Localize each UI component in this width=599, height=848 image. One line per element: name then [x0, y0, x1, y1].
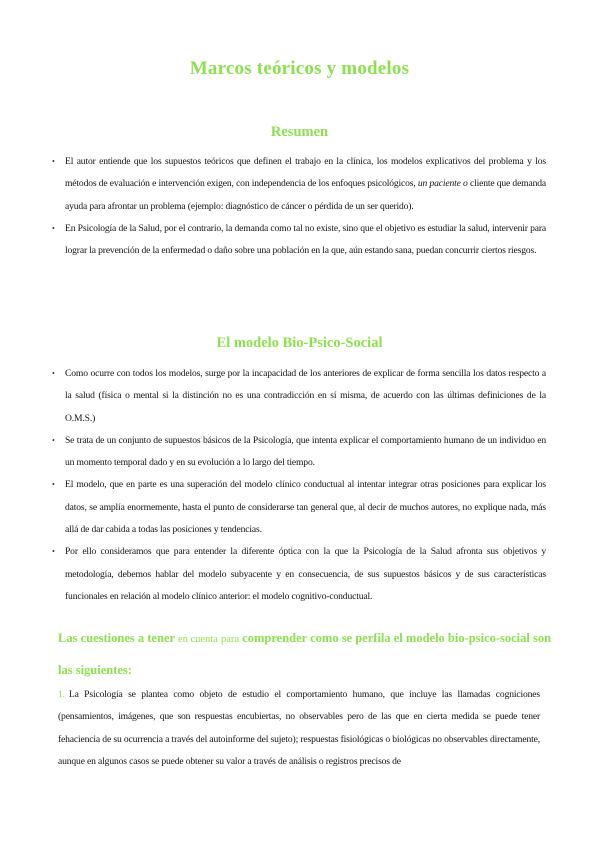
resumen-list: [46, 151, 546, 262]
list-item: [46, 474, 546, 541]
numbered-paragraph: [58, 684, 540, 773]
list-item: [46, 430, 546, 475]
bullet-icon: •: [52, 547, 55, 557]
list-item-text: En Psicología de la Salud, por el contrario, la demanda como tal no existe, sino que el objetivo es estudiar la salud, intervenir para lograr la prevención de la enfermedad o daño sobre una población en la que, aún estando sana, puedan concurrir ciertos riesgos.: [65, 222, 546, 257]
list-item-text: Por ello consideramos que para entender la diferente óptica con la que la Psicología de la Salud afronta sus objetivos y metodología, debemos hablar del modelo subyacente y en consecuencia, de sus supuestos básicos y de sus características funcionales en relación al modelo clínico anterior: el modelo cognitivo-conductual.: [65, 546, 546, 602]
list-item-text: Como ocurre con todos los modelos, surge por la incapacidad de los anteriores de explicar de forma sencilla los datos respecto a la salud (física o mental si la distinción no es una contradicción en sí misma, de acuerdo con las últimas definiciones de la O.M.S.): [65, 368, 546, 424]
list-item: [46, 363, 546, 430]
modelo-list: [46, 363, 546, 608]
list-item-tail: cliente que demanda ayuda para afrontar un problema (ejemplo: diagnóstico de cáncer o pérdida de un ser querido).: [65, 178, 546, 212]
heading-part: comprender como se perfila el modelo bio-psico-social son las siguientes:: [58, 631, 552, 677]
heading-part-small: en cuenta: [177, 634, 218, 645]
bullet-icon: •: [52, 369, 55, 378]
list-item: [46, 541, 546, 608]
section-heading-cuestiones: [58, 623, 558, 685]
list-item-text: El modelo, que en parte es una superación del modelo clínico conductual al intentar integrar otras posiciones para explicar los datos, se amplía enormemente, hasta el punto de considerarse tan general que, al decir de muchos autores, no explique nada, más allá de dar cabida a todas las posiciones y tendencias.: [65, 479, 546, 536]
item-number: 1.: [58, 689, 65, 700]
bullet-icon: •: [52, 435, 55, 445]
paragraph-text: La Psicología se plantea como objeto de estudio el comportamiento humano, que incluye las llamadas cogniciones (pensamientos, imágenes, que son respuestas encubiertas, no observables pero de las que en cierta medida se puede tener fehaciencia de su ocurrencia a través del autoinforme del sujeto); respuestas fisiológicas o biológicas no observables directamente, aunque en algunos casos se puede obtener su valor a través de análisis o registros precisos de: [58, 689, 540, 767]
bullet-icon: •: [52, 157, 55, 166]
list-item-text: Se trata de un conjunto de supuestos básicos de la Psicología, que intenta explicar el comportamiento humano de un individuo en un momento temporal dado y en su evolución a lo largo del tiempo.: [65, 434, 546, 469]
heading-part: Las cuestiones a tener: [58, 631, 175, 645]
document-title: Marcos teóricos y modelos: [189, 58, 410, 79]
section-heading-modelo: El modelo Bio-Psico-Social: [216, 335, 383, 351]
list-item-italic: un paciente o: [415, 178, 468, 190]
list-item: [46, 151, 546, 218]
list-item: [46, 218, 546, 263]
section-heading-resumen: Resumen: [270, 124, 329, 140]
bullet-icon: •: [52, 223, 55, 233]
bullet-icon: •: [52, 480, 55, 490]
heading-part-small: para: [220, 634, 240, 645]
list-item-text: El autor entiende que los supuestos teóricos que definen el trabajo en la clínica, los modelos explicativos del problema y los métodos de evaluación e intervención exigen, con independencia de los enfoques psicológicos,: [65, 156, 546, 190]
